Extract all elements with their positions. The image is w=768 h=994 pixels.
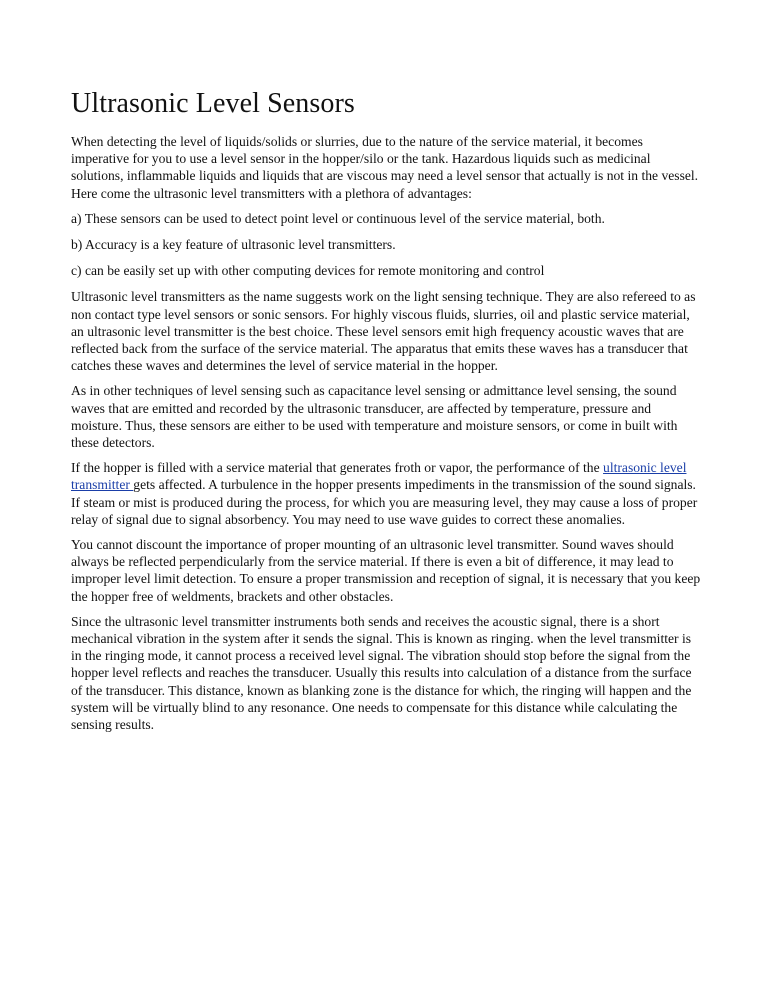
froth-text-after: gets affected. A turbulence in the hopper presents impediments in the transmission of the sound signals. If steam or mist is produced during the process, for which you are measuring level, they may cause a loss of proper relay of signal due to signal absorbency. You may need to use wave guides to correct these anomalies.: [71, 477, 698, 527]
document-title: Ultrasonic Level Sensors: [71, 88, 355, 119]
froth-paragraph: [71, 459, 703, 528]
light-sensing-paragraph: Ultrasonic level transmitters as the name suggests work on the light sensing technique. They are also refereed to as non contact type level sensors or sonic sensors. For highly viscous fluids, slurries, oil and plastic service material, an ultrasonic level transmitter is the best choice. These level sensors emit high frequency acoustic waves that are reflected back from the surface of the service material. The apparatus that emits these waves has a transducer that catches these waves and determines the level of service material in the hopper.: [71, 289, 696, 374]
document-page: [71, 84, 703, 741]
mounting-paragraph: You cannot discount the importance of proper mounting of an ultrasonic level transmitter. Sound waves should always be reflected perpendicularly from the service material. If there is even a bit of difference, it may lead to improper level limit detection. To ensure a proper transmission and reception of signal, it is necessary that you keep the hopper free of weldments, brackets and other obstacles.: [71, 537, 701, 604]
froth-text-before: If the hopper is filled with a service material that generates froth or vapor, the performance of the: [71, 460, 604, 476]
advantage-item-c: c) can be easily set up with other computing devices for remote monitoring and control: [71, 263, 545, 279]
ringing-paragraph: Since the ultrasonic level transmitter instruments both sends and receives the acoustic signal, there is a short mechanical vibration in the system after it sends the signal. This is known as ringing. when the level transmitter is in the ringing mode, it cannot process a received level signal. The vibration should stop before the signal from the hopper level reflects and reaches the transducer. Usually this results into calculation of a distance from the surface of the transducer. This distance, known as blanking zone is the distance for which, the ringing will happen and the system will be virtually blind to any resonance. One needs to compensate for this distance while calculating the sensing results.: [71, 613, 692, 733]
techniques-paragraph: As in other techniques of level sensing such as capacitance level sensing or admittance level sensing, the sound waves that are emitted and recorded by the ultrasonic transducer, are affected by temperature, pressure and moisture. Thus, these sensors are either to be used with temperature and moisture sensors, or come in built with these detectors.: [71, 383, 678, 451]
ultrasonic-transmitter-link[interactable]: ultrasonic level transmitter: [71, 460, 687, 493]
advantage-item-a: a) These sensors can be used to detect point level or continuous level of the service material, both.: [71, 210, 605, 226]
intro-paragraph: When detecting the level of liquids/solids or slurries, due to the nature of the service material, it becomes imperative for you to use a level sensor in the hopper/silo or the tank. Hazardous liquids such as medicinal solutions, inflammable liquids and liquids that are viscous may need a level sensor that actually is not in the vessel. Here come the ultrasonic level transmitters with a plethora of advantages:: [71, 134, 699, 201]
advantage-item-b: b) Accuracy is a key feature of ultrasonic level transmitters.: [71, 237, 396, 253]
